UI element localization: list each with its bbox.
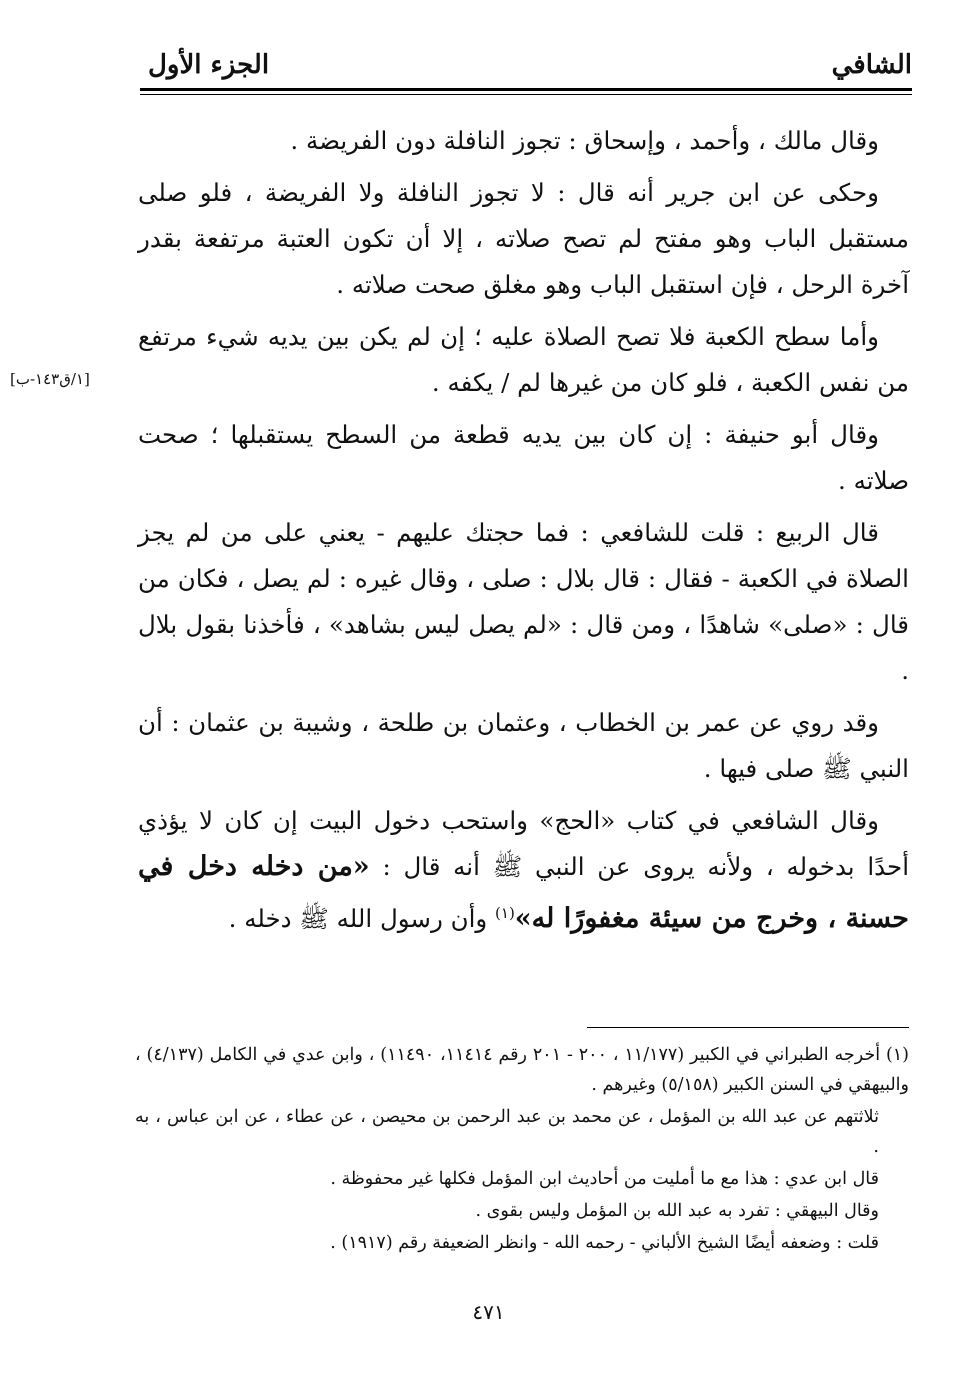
paragraph-with-hadith <box>138 798 909 942</box>
footnote: قال ابن عدي : هذا مع ما أمليت من أحاديث ابن المؤمل فكلها غير محفوظة . <box>330 1169 879 1189</box>
footnote: قلت : وضعفه أيضًا الشيخ الألباني - رحمه الله - وانظر الضعيفة رقم (١٩١٧) . <box>330 1233 879 1253</box>
hadith-quote: «من دخله دخل في حسنة ، وخرج من سيئة مغفورًا له» <box>138 851 909 935</box>
paragraph-text: وقال الشافعي في كتاب «الحج» واستحب دخول البيت إن كان لا يؤذي أحدًا بدخوله ، ولأنه يروى عن النبي ﷺ أنه قال : <box>138 806 909 881</box>
paragraph: وقال أبو حنيفة : إن كان بين يديه قطعة من السطح يستقبلها ؛ صحت صلاته . <box>138 420 909 495</box>
paragraph: وأما سطح الكعبة فلا تصح الصلاة عليه ؛ إن لم يكن بين يديه شيء مرتفع من نفس الكعبة ، فلو كان من غيرها لم / يكفه . <box>138 322 909 397</box>
paragraph-text: وأن رسول الله ﷺ دخله . <box>228 904 496 934</box>
paragraph: وقد روي عن عمر بن الخطاب ، وعثمان بن طلحة ، وشيبة بن عثمان : أن النبي ﷺ صلى فيها . <box>138 708 909 783</box>
page-number: ٤٧١ <box>472 1300 505 1324</box>
paragraph: قال الربيع : قلت للشافعي : فما حجتك عليهم - يعني على من لم يجز الصلاة في الكعبة - فقال : قال بلال : صلى ، وقال غيره : لم يصل ، فكان من قال : «صلى» شاهدًا ، ومن قال : «لم يصل ليس بشاهد» ، فأخذنا بقول بلال . <box>138 518 909 685</box>
volume-label: الجزء الأول <box>148 50 270 80</box>
footnote-marker: (١) <box>495 904 515 922</box>
main-text <box>138 118 909 948</box>
footnote-rule <box>587 1027 909 1028</box>
header-rule-thick <box>140 88 912 91</box>
footnote: وقال البيهقي : تفرد به عبد الله بن المؤمل وليس بقوى . <box>475 1201 879 1221</box>
book-title: الشافي <box>831 50 912 80</box>
paragraph: وقال مالك ، وأحمد ، وإسحاق : تجوز النافلة دون الفريضة . <box>290 126 879 155</box>
manuscript-folio-note: [١/ق١٤٣-ب] <box>10 370 90 388</box>
header-rule-thin <box>140 94 912 95</box>
paragraph: وحكى عن ابن جرير أنه قال : لا تجوز النافلة ولا الفريضة ، فلو صلى مستقبل الباب وهو مفتح لم تصح صلاته ، إلا أن تكون العتبة مرتفعة بقدر آخرة الرحل ، فإن استقبل الباب وهو مغلق صحت صلاته . <box>138 178 909 299</box>
footnotes <box>135 1040 909 1260</box>
footnote: ثلاثتهم عن عبد الله بن المؤمل ، عن محمد بن عبد الرحمن بن محيصن ، عن عطاء ، عن ابن عباس ، به . <box>135 1107 879 1157</box>
page-header <box>140 44 912 88</box>
footnote: (١) أخرجه الطبراني في الكبير (١١/١٧٧ ، ٢٠٠ - ٢٠١ رقم ١١٤١٤، ١١٤٩٠) ، وابن عدي في الكامل (٤/١٣٧) ، والبيهقي في السنن الكبير (٥/١٥٨) وغيرهم . <box>135 1045 909 1095</box>
